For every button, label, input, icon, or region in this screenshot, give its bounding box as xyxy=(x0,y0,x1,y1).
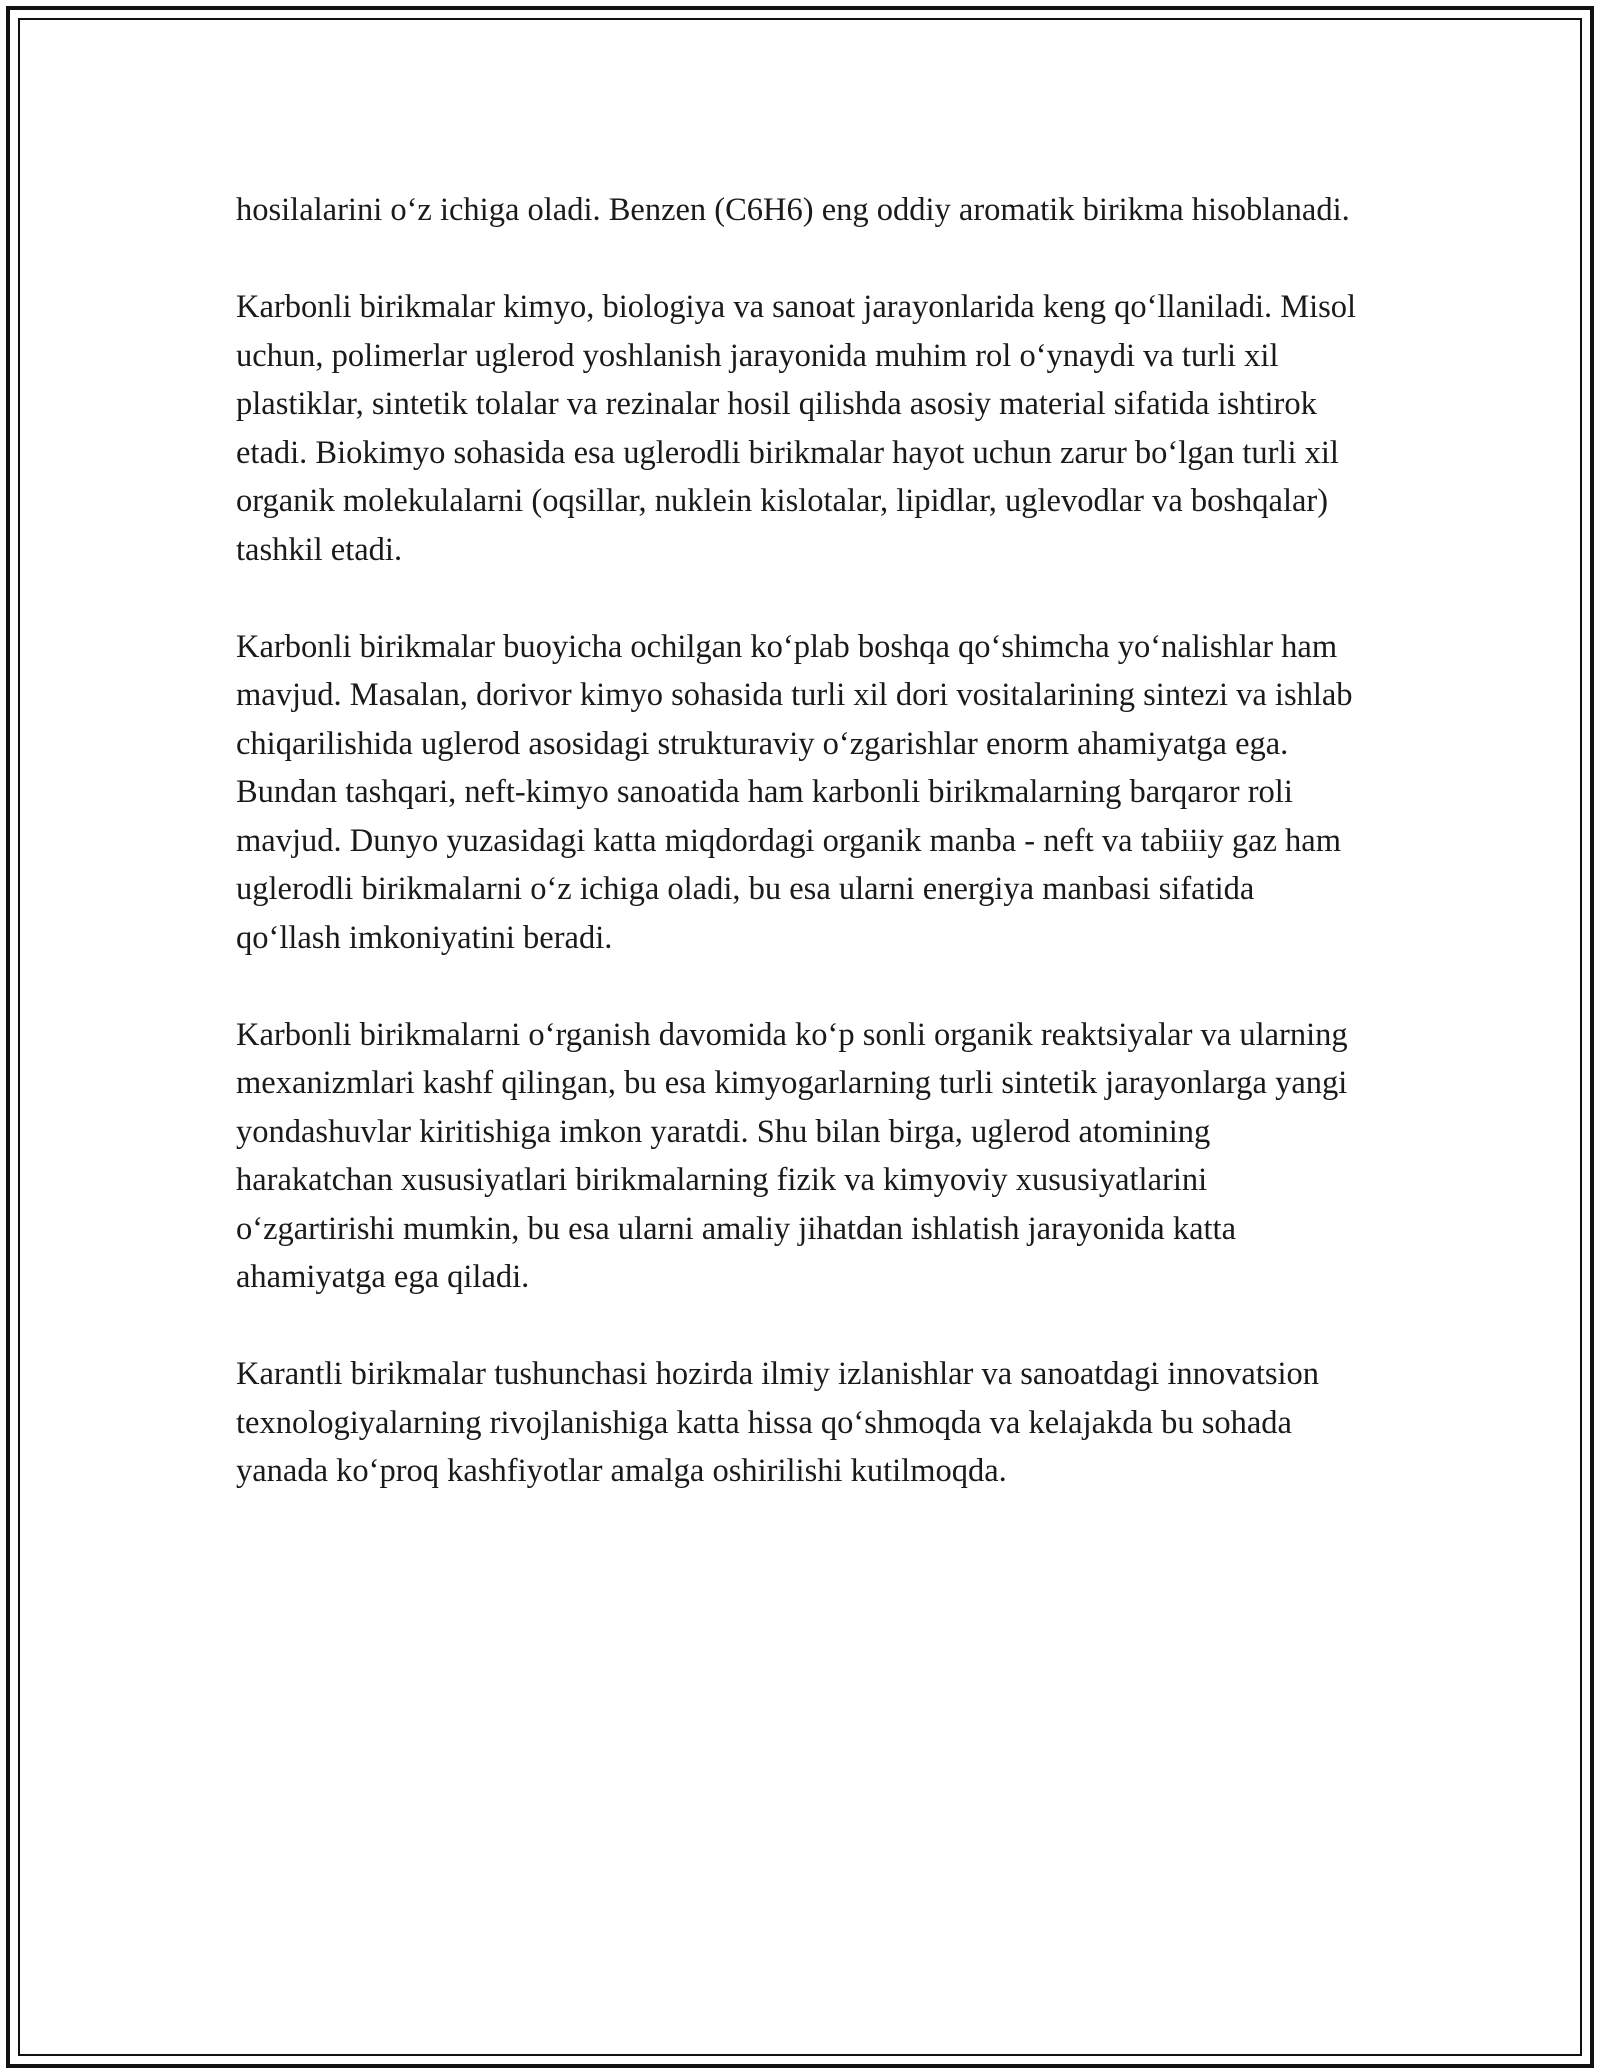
paragraph-5: Karantli birikmalar tushunchasi hozirda ilmiy izlanishlar va sanoatdagi innovatsion texnologiyalarning rivojlanishiga katta hissa qo‘shmoqda va kelajakda bu sohada yanada ko‘proq kashfiyotlar amalga oshirilishi kutilmoqda. xyxy=(236,1356,1320,1489)
paragraph-2: Karbonli birikmalar kimyo, biologiya va sanoat jarayonlarida keng qo‘llaniladi. Misol uchun, polimerlar uglerod yoshlanish jarayonida muhim rol o‘ynaydi va turli xil plastiklar, sintetik tolalar va rezinalar hosil qilishda asosiy material sifatida ishtirok etadi. Biokimyo sohasida esa uglerodli birikmalar hayot uchun zarur bo‘lgan turli xil organik molekulalarni (oqsillar, nuklein kislotalar, lipidlar, uglevodlar va boshqalar) tashkil etadi. xyxy=(236,289,1357,568)
document-body xyxy=(236,186,1366,1544)
paragraph-4: Karbonli birikmalarni o‘rganish davomida ko‘p sonli organik reaktsiyalar va ularning mexanizmlari kashf qilingan, bu esa kimyogarlarning turli sintetik jarayonlarga yangi yondashuvlar kiritishiga imkon yaratdi. Shu bilan birga, uglerod atomining harakatchan xususiyatlari birikmalarning fizik va kimyoviy xususiyatlarini o‘zgartirishi mumkin, bu esa ularni amaliy jihatdan ishlatish jarayonida katta ahamiyatga ega qiladi. xyxy=(236,1016,1348,1295)
paragraph-1: hosilalarini o‘z ichiga oladi. Benzen (C6H6) eng oddiy aromatik birikma hisoblanadi. xyxy=(236,192,1350,228)
paragraph-3: Karbonli birikmalar buoyicha ochilgan ko‘plab boshqa qo‘shimcha yo‘nalishlar ham mavjud. Masalan, dorivor kimyo sohasida turli xil dori vositalarining sintezi va ishlab chiqarilishida uglerod asosidagi strukturaviy o‘zgarishlar enorm ahamiyatga ega. Bundan tashqari, neft-kimyo sanoatida ham karbonli birikmalarning barqaror roli mavjud. Dunyo yuzasidagi katta miqdordagi organik manba - neft va tabiiiy gaz ham uglerodli birikmalarni o‘z ichiga oladi, bu esa ularni energiya manbasi sifatida qo‘llash imkoniyatini beradi. xyxy=(236,628,1353,956)
